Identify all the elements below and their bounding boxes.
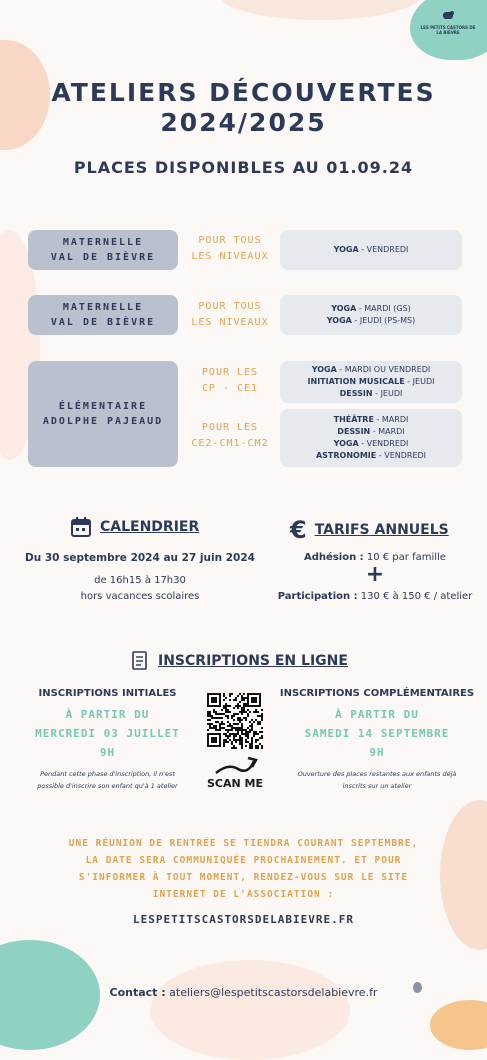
orange-blob-bottom-right xyxy=(430,1000,487,1050)
level-ce2-cm: POUR LES CE2-CM1-CM2 xyxy=(191,422,269,449)
inscriptions-title: INSCRIPTIONS EN LIGNE xyxy=(158,653,348,669)
activity-detail: - MARDI xyxy=(370,427,405,436)
inscriptions-header xyxy=(130,650,348,672)
activity-detail: - JEUDI xyxy=(372,389,403,398)
reunion-text: UNE RÉUNION DE RENTRÉE SE TIENDRA COURANT SEPTEMBRE, LA DATE SERA COMMUNIQUÉE PROCHAINEMENT. ET POUR S'INFORMER À TOUT MOMENT, RENDEZ-VOUS SUR LE SITE INTERNET DE L'ASSOCIATION : xyxy=(68,838,419,900)
activity-line xyxy=(334,414,409,426)
peach-blob-top xyxy=(220,0,420,20)
activity-name: THÉÂTRE xyxy=(333,415,374,424)
activity-line xyxy=(316,450,426,462)
activity-detail: - VENDREDI xyxy=(358,439,409,448)
comp-date: À PARTIR DU SAMEDI 14 SEPTEMBRE 9H xyxy=(304,708,450,759)
calendar-icon xyxy=(70,516,92,538)
activity-name: DESSIN xyxy=(337,427,371,436)
school-maternelle-1: MATERNELLE VAL DE BIÈVRE xyxy=(28,230,178,270)
activity-detail: - JEUDI xyxy=(404,377,435,386)
comp-title: INSCRIPTIONS COMPLÉMENTAIRES xyxy=(279,688,475,699)
activities-ce2-cm xyxy=(280,409,462,467)
logo-text: LES PETITS CASTORS DE LA BIÈVRE xyxy=(420,25,476,35)
activity-name: ASTRONOMIE xyxy=(315,451,377,460)
school-maternelle-2: MATERNELLE VAL DE BIÈVRE xyxy=(28,295,178,335)
level-cp-ce1: POUR LES CP - CE1 xyxy=(201,367,259,394)
plus-sign: + xyxy=(365,562,385,587)
activity-detail: - MARDI xyxy=(373,415,409,424)
adhesion-value: 10 € par famille xyxy=(363,552,446,563)
activities-cp-ce1 xyxy=(280,361,462,403)
calendar-header xyxy=(70,516,199,538)
activity-name: YOGA xyxy=(331,304,357,313)
participation xyxy=(270,591,480,602)
activities-row-2 xyxy=(280,295,462,335)
activity-line xyxy=(337,426,404,438)
activity-line xyxy=(340,388,403,400)
contact xyxy=(40,986,447,999)
participation-value: 130 € à 150 € / atelier xyxy=(357,591,473,602)
calendar-hours: de 16h15 à 17h30 xyxy=(94,575,186,586)
contact-label: Contact : xyxy=(109,986,166,999)
activity-line xyxy=(312,364,431,376)
calendar-dates: Du 30 septembre 2024 au 27 juin 2024 xyxy=(25,552,255,564)
arrow-icon xyxy=(212,755,260,777)
activity-name: YOGA xyxy=(333,439,359,448)
activity-name: YOGA xyxy=(333,245,359,254)
calendar-note: hors vacances scolaires xyxy=(80,591,200,602)
title-line2: 2024/2025 xyxy=(160,108,327,137)
activity-name: INITIATION MUSICALE xyxy=(307,377,405,386)
school-elementaire: ÉLÉMENTAIRE ADOLPHE PAJEAUD xyxy=(28,361,178,467)
level-tous-2: POUR TOUS LES NIVEAUX xyxy=(191,301,269,328)
calendar-title: CALENDRIER xyxy=(100,519,200,535)
comp-note: Ouverture des places restantes aux enfants déjà inscrits sur un atelier xyxy=(297,770,457,790)
castor-icon xyxy=(441,9,455,21)
participation-label: Participation : xyxy=(277,591,358,602)
subtitle: PLACES DISPONIBLES AU 01.09.24 xyxy=(73,158,414,177)
dot xyxy=(413,982,422,993)
document-icon xyxy=(130,650,150,672)
activity-line xyxy=(327,315,415,327)
tarifs-header xyxy=(290,516,449,544)
level-tous-1: POUR TOUS LES NIVEAUX xyxy=(191,235,269,262)
activity-name: DESSIN xyxy=(339,389,373,398)
peach-blob-bottom xyxy=(150,960,350,1060)
initial-title: INSCRIPTIONS INITIALES xyxy=(38,688,177,699)
logo xyxy=(418,6,478,36)
activity-detail: - JEUDI (PS-MS) xyxy=(351,316,416,325)
activity-name: YOGA xyxy=(326,316,352,325)
euro-icon: € xyxy=(290,516,307,544)
activity-detail: - MARDI OU VENDREDI xyxy=(336,365,431,374)
activity-detail: - VENDREDI xyxy=(358,245,409,254)
activity-line xyxy=(334,438,409,450)
activity-line xyxy=(331,303,411,315)
activity-line xyxy=(308,376,435,388)
activity-detail: - MARDI (GS) xyxy=(356,304,411,313)
website-link[interactable]: LESPETITSCASTORSDELABIEVRE.FR xyxy=(132,913,355,926)
qr-code[interactable] xyxy=(207,693,263,749)
adhesion-label: Adhésion : xyxy=(304,552,364,563)
initial-note: Pendant cette phase d'inscription, il n'est possible d'inscrire son enfant qu'à 1 atelier xyxy=(37,770,178,790)
scan-me-label: SCAN ME xyxy=(206,777,263,790)
activity-name: YOGA xyxy=(311,365,337,374)
title-line1: ATELIERS DÉCOUVERTES xyxy=(51,78,436,107)
contact-email[interactable]: ateliers@lespetitscastorsdelabievre.fr xyxy=(165,986,378,999)
activities-row-1 xyxy=(280,230,462,270)
tarifs-title: TARIFS ANNUELS xyxy=(314,522,449,538)
initial-date: À PARTIR DU MERCREDI 03 JUILLET 9H xyxy=(35,708,180,759)
activity-detail: - VENDREDI xyxy=(376,451,427,460)
activity-line xyxy=(334,244,409,256)
